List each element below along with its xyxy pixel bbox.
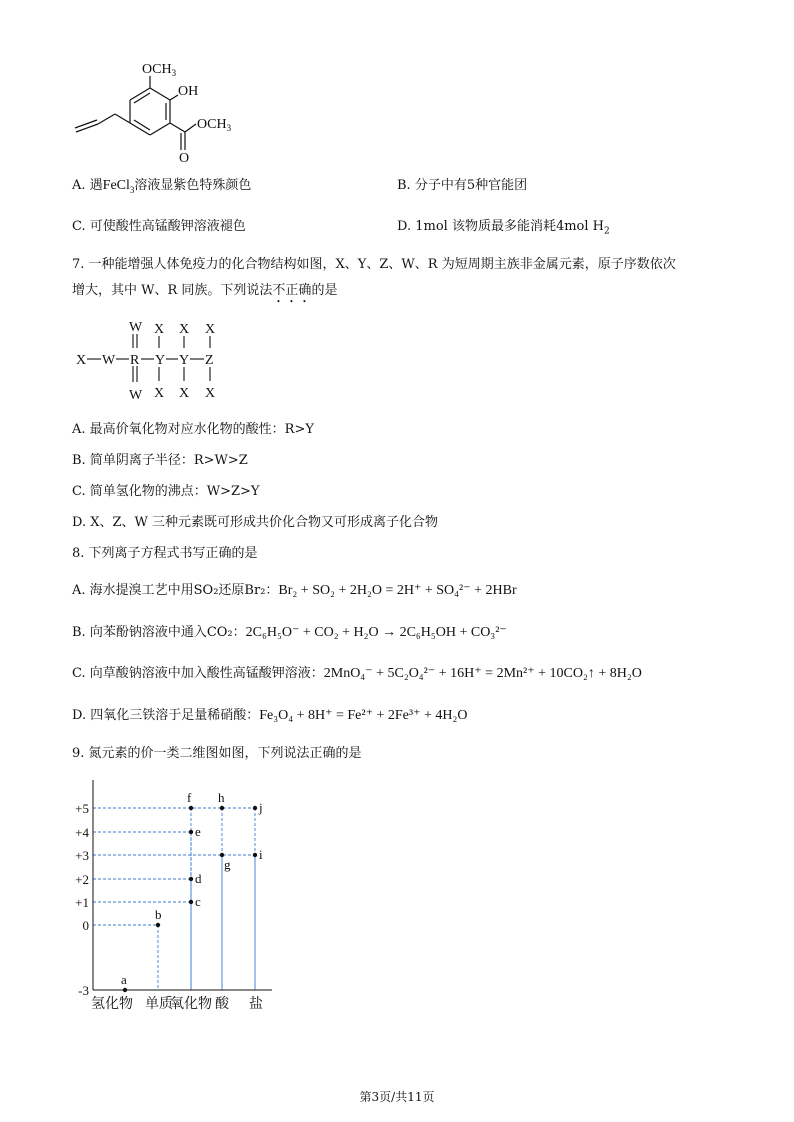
- carbonyl-o-label: O: [179, 151, 190, 166]
- atom-w-chain: W: [102, 353, 116, 368]
- q9-stem: 9. 氮元素的价一类二维图如图，下列说法正确的是: [72, 746, 362, 761]
- q7-structure-svg: [72, 318, 242, 402]
- x-category-label: 氧化物: [170, 997, 212, 1012]
- point-label-i: i: [259, 847, 263, 862]
- q7-option-d: D. X、Z、W 三种元素既可形成共价化合物又可形成离子化合物: [72, 515, 439, 530]
- point-d: [189, 877, 193, 881]
- point-a: [123, 988, 127, 992]
- atom-x-y1-bottom: X: [154, 386, 165, 401]
- point-j: [253, 806, 257, 810]
- q7-option-c: C. 简单氢化物的沸点：W>Z>Y: [72, 484, 260, 499]
- q8-c-equation: 2MnO₄⁻ + 5C₂O₄²⁻ + 16H⁺ = 2Mn²⁺ + 10CO₂↑ + 8H₂O: [323, 666, 642, 681]
- point-e: [189, 830, 193, 834]
- y-tick-label: 0: [82, 918, 89, 933]
- point-label-c: c: [195, 894, 201, 909]
- atom-y-1: Y: [155, 353, 166, 368]
- page-footer: 第3页/共11页: [359, 1090, 435, 1104]
- y-tick-label: +1: [75, 895, 89, 910]
- point-i: [253, 853, 257, 857]
- point-f: [189, 806, 193, 810]
- y-tick-label: +5: [75, 801, 89, 816]
- ester-och3-label: $OCH_3$: [197, 117, 232, 133]
- molecule-svg: [70, 58, 270, 168]
- q6-option-c: C. 可使酸性高锰酸钾溶液褪色: [72, 219, 246, 234]
- point-c: [189, 900, 193, 904]
- molecule-structure: [70, 58, 270, 168]
- q6-option-b: B. 分子中有5种官能团: [397, 178, 528, 193]
- point-label-g: g: [224, 857, 231, 872]
- y-tick-label: +4: [75, 825, 89, 840]
- atom-x-y2-top: X: [179, 322, 190, 337]
- oh-label: OH: [178, 84, 199, 99]
- q8-stem: 8. 下列离子方程式书写正确的是: [72, 546, 258, 561]
- q6-option-d: D. 1mol 该物质最多能消耗4mol $H_2$: [397, 219, 610, 237]
- atom-x-left: X: [76, 353, 87, 368]
- atom-w-top: W: [129, 320, 143, 335]
- q8-b-equation: 2C₆H₅O⁻ + CO₂ + H₂O → 2C₆H₅OH + CO₃²⁻: [245, 625, 507, 640]
- q7-compound-structure: [72, 318, 242, 402]
- valence-chart: [60, 778, 280, 1018]
- q7-emphasis: 不正确: [272, 283, 312, 298]
- point-h: [220, 806, 224, 810]
- point-label-f: f: [187, 790, 192, 805]
- q8-option-b: B. 向苯酚钠溶液中通入CO₂：2C₆H₅O⁻ + CO₂ + H₂O → 2C₆H₅OH + CO₃²⁻: [72, 625, 507, 640]
- q7-option-a: A. 最高价氧化物对应水化物的酸性：R>Y: [72, 422, 314, 437]
- atom-r: R: [130, 353, 140, 368]
- atom-x-z-bottom: X: [205, 386, 216, 401]
- q7-stem-line2: 增大，其中 W、R 同族。下列说法不正确的是: [72, 283, 338, 298]
- atom-x-z-top: X: [205, 322, 216, 337]
- point-label-j: j: [259, 800, 263, 815]
- q8-option-c: C. 向草酸钠溶液中加入酸性高锰酸钾溶液：2MnO₄⁻ + 5C₂O₄²⁻ + 16H⁺ = 2Mn²⁺ + 10CO₂↑ + 8H₂O: [72, 666, 642, 681]
- q6-a-chem: FeCl$_3$: [102, 178, 135, 195]
- point-label-e: e: [195, 824, 201, 839]
- valence-chart-svg: [60, 778, 280, 1018]
- atom-z: Z: [205, 353, 214, 368]
- x-category-label: 盐: [249, 997, 263, 1012]
- q7-stem-line1: 7. 一种能增强人体免疫力的化合物结构如图，X、Y、Z、W、R 为短周期主族非金属元素，原子序数依次: [72, 257, 676, 272]
- point-label-a: a: [121, 972, 127, 987]
- atom-w-bottom: W: [129, 388, 143, 402]
- y-tick-label: +2: [75, 872, 89, 887]
- q8-option-a: A. 海水提溴工艺中用SO₂还原Br₂：Br₂ + SO₂ + 2H₂O = 2H⁺ + SO₄²⁻ + 2HBr: [72, 583, 517, 598]
- x-category-label: 酸: [215, 997, 229, 1012]
- point-label-h: h: [218, 790, 225, 805]
- x-category-label: 单质: [145, 997, 173, 1012]
- q8-a-equation: Br₂ + SO₂ + 2H₂O = 2H⁺ + SO₄²⁻ + 2HBr: [278, 583, 517, 598]
- atom-x-y2-bottom: X: [179, 386, 190, 401]
- y-tick-label: -3: [78, 983, 89, 998]
- q8-option-d: D. 四氧化三铁溶于足量稀硝酸：Fe₃O₄ + 8H⁺ = Fe²⁺ + 2Fe³⁺ + 4H₂O: [72, 708, 468, 723]
- och3-top-label: $OCH_3$: [142, 62, 177, 78]
- atom-x-y1-top: X: [154, 322, 165, 337]
- point-label-d: d: [195, 871, 202, 886]
- point-b: [156, 923, 160, 927]
- q7-option-b: B. 简单阴离子半径：R>W>Z: [72, 453, 248, 468]
- q8-d-equation: Fe₃O₄ + 8H⁺ = Fe²⁺ + 2Fe³⁺ + 4H₂O: [259, 708, 468, 723]
- y-tick-label: +3: [75, 848, 89, 863]
- q6-option-a: [72, 177, 251, 195]
- x-category-label: 氢化物: [91, 997, 133, 1012]
- q6-a-suffix: 溶液显紫色特殊颜色: [134, 178, 252, 193]
- q6-a-prefix: A. 遇: [72, 178, 103, 193]
- atom-y-2: Y: [179, 353, 190, 368]
- point-label-b: b: [155, 907, 162, 922]
